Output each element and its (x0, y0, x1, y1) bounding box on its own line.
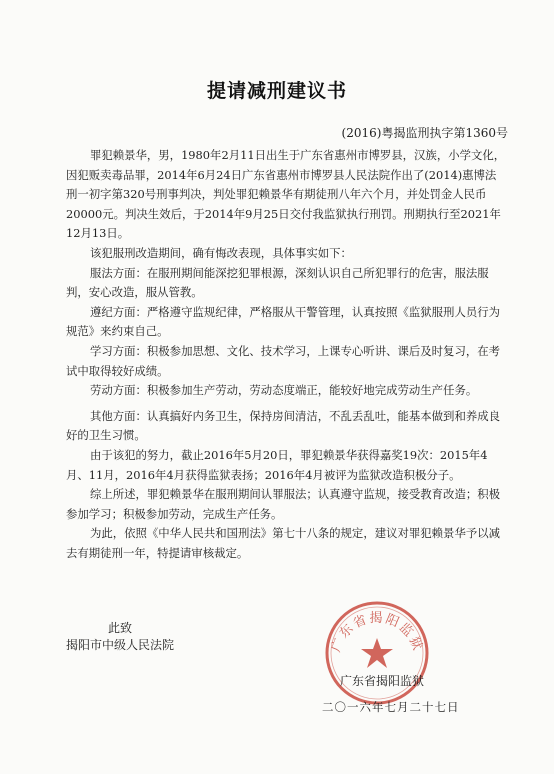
signature-date: 二〇一六年七月二十七日 (322, 700, 460, 714)
paragraph-labor: 劳动方面：积极参加生产劳动，劳动态度端正，能较好地完成劳动生产任务。 (89, 383, 478, 398)
document-number: (2016)粤揭监刑执字第1360号 (341, 126, 508, 140)
paragraph-law-abiding: 服法方面：在服刑期间能深挖犯罪根源，深刻认识自己所犯罪行的危害，服法服判，安心改造，服从管教。 (66, 265, 489, 300)
official-seal (322, 598, 432, 708)
paragraph-study: 学习方面：积极参加思想、文化、技术学习，上课专心听讲、课后及时复习，在考试中取得较好成绩。 (66, 343, 501, 378)
closing-salutation: 此致 (108, 621, 133, 635)
paragraph-recommendation: 为此，依照《中华人民共和国刑法》第七十八条的规定，建议对罪犯赖景华予以减去有期徒刑一年，特提请审核裁定。 (66, 526, 501, 560)
paragraph-intro: 该犯服刑改造期间，确有悔改表现，具体事实如下： (89, 245, 352, 260)
paragraph-other: 其他方面：认真搞好内务卫生，保持房间清洁，不乱丢乱吐，能基本做到和养成良好的卫生习惯。 (66, 408, 501, 443)
closing-recipient: 揭阳市中级人民法院 (66, 638, 175, 652)
document-title: 提请减刑建议书 (206, 80, 347, 102)
signature-organization: 广东省揭阳监狱 (340, 674, 425, 688)
paragraph-discipline: 遵纪方面：严格遵守监规纪律，严格服从干警管理，认真按照《监狱服刑人员行为规范》来约束自己。 (66, 304, 501, 339)
svg-text:广东省揭阳监狱: 广东省揭阳监狱 (328, 611, 426, 655)
paragraph-awards: 由于该犯的努力，截止2016年5月20日，罪犯赖景华获得嘉奖19次：2015年4月、11月，2016年4月获得监狱表扬；2016年4月被评为监狱改造积极分子。 (66, 447, 488, 482)
document-body (66, 146, 506, 563)
paragraph-summary: 综上所述，罪犯赖景华在服刑期间认罪服法；认真遵守监规，接受教育改造；积极参加学习；积极参加劳动，完成生产任务。 (66, 487, 501, 521)
paragraph-case-facts: 罪犯赖景华，男，1980年2月11日出生于广东省惠州市博罗县，汉族，小学文化，因犯贩卖毒品罪，2014年6月24日广东省惠州市博罗县人民法院作出了(2014)惠博法刑一初字第320号刑事判决，判处罪犯赖景华有期徒刑八年六个月，并处罚金人民币20000元。判决生效后，于2014年9月25日交付我监狱执行刑罚。刑期执行至2021年12月13日。 (66, 148, 506, 241)
